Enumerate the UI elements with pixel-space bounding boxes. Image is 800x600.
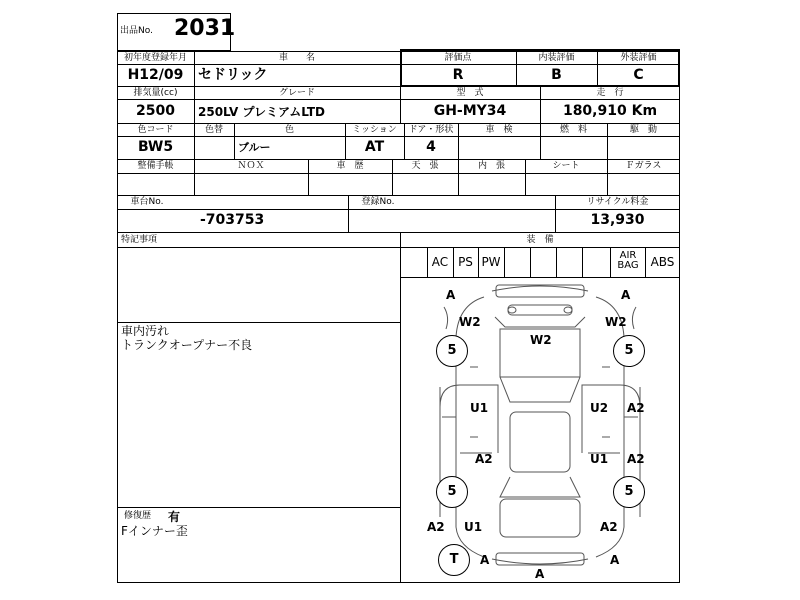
doors-value: 4 — [426, 139, 436, 155]
inspection-label: 車 検 — [485, 125, 513, 135]
row-line — [117, 232, 680, 233]
score-label: 評価点 — [444, 53, 472, 63]
damage-mark: U2 — [590, 401, 609, 415]
damage-mark: A — [480, 553, 490, 567]
equipment-pw: PW — [481, 255, 501, 269]
exhibit-number: 2031 — [174, 16, 236, 41]
registration-label: 登録No. — [361, 197, 395, 207]
damage-mark: W2 — [459, 315, 481, 329]
damage-mark: A2 — [600, 520, 618, 534]
col-line — [504, 247, 505, 277]
score-value: R — [452, 67, 464, 83]
color-code-value: BW5 — [138, 139, 174, 155]
car-name-label: 車 名 — [278, 53, 315, 63]
year-value: H12/09 — [127, 67, 184, 83]
col-line — [530, 247, 531, 277]
row-line — [117, 247, 680, 248]
seat-label: シート — [552, 161, 580, 171]
transmission-label: ミッション — [352, 125, 397, 135]
row-line — [117, 123, 680, 124]
row-line — [117, 99, 680, 100]
chassis-value: -703753 — [200, 212, 265, 228]
damage-mark: A2 — [475, 452, 493, 466]
mileage-label: 走 行 — [596, 88, 624, 98]
equipment-label: 装 備 — [526, 235, 554, 245]
damage-mark: U1 — [464, 520, 483, 534]
history-label: 車 歴 — [336, 161, 364, 171]
repair-history-label: 修復歴 — [124, 511, 152, 521]
fuel-label: 燃 料 — [559, 125, 587, 135]
equipment-airbag: AIR BAG — [617, 250, 639, 271]
grade-value: 250LV プレミアムLTD — [198, 105, 325, 119]
repair-note-line: Fインナー歪 — [121, 524, 188, 538]
row-line — [117, 136, 680, 137]
special-note-line: トランクオープナー不良 — [121, 338, 253, 352]
exhibit-label: 出品No. — [120, 26, 153, 36]
displacement-value: 2500 — [136, 103, 175, 119]
damage-mark: A2 — [627, 452, 645, 466]
exterior-value: C — [633, 67, 644, 83]
tire-wheel-rear-left: 5 — [436, 476, 468, 508]
damage-mark: A2 — [627, 401, 645, 415]
damage-mark: W2 — [530, 333, 552, 347]
model-value: GH-MY34 — [433, 103, 507, 119]
mileage-value: 180,910 Km — [562, 103, 658, 119]
tire-wheel-rear-right: 5 — [613, 476, 645, 508]
nox-label: ＮＯＸ — [237, 161, 265, 171]
maintenance-log-label: 整備手帳 — [137, 161, 174, 171]
equipment-abs: ABS — [650, 255, 675, 269]
interior-label: 内装評価 — [538, 53, 575, 63]
equipment-ac: AC — [431, 255, 449, 269]
repair-history-value: 有 — [168, 510, 181, 524]
damage-mark: U1 — [590, 452, 609, 466]
grade-label: グレード — [278, 88, 315, 98]
roof-label: 天 張 — [411, 161, 439, 171]
damage-mark: A — [621, 288, 631, 302]
col-line — [582, 247, 583, 277]
row-line — [117, 159, 680, 160]
glass-label: Ｆガラス — [625, 161, 662, 171]
row-line — [117, 195, 680, 196]
model-label: 型 式 — [456, 88, 484, 98]
tire-wheel-front-left: 5 — [436, 335, 468, 367]
equipment-ps: PS — [458, 255, 473, 269]
damage-mark: U1 — [470, 401, 489, 415]
row-line — [117, 173, 680, 174]
special-note-line: 車内汚れ — [121, 324, 170, 338]
transmission-value: AT — [364, 139, 385, 155]
doors-label: ドア・形状 — [408, 125, 454, 135]
damage-mark: A2 — [427, 520, 445, 534]
color-value: ブルー — [238, 141, 271, 154]
col-line — [610, 247, 611, 277]
interior-trim-label: 内 張 — [477, 161, 505, 171]
chassis-label: 車台No. — [130, 197, 164, 207]
car-diagram — [400, 277, 680, 583]
row-line — [117, 322, 400, 323]
color-label: 色 — [284, 125, 294, 135]
tire-wheel-front-right: 5 — [613, 335, 645, 367]
recycle-value: 13,930 — [590, 212, 645, 228]
year-label: 初年度登録年月 — [123, 53, 187, 63]
displacement-label: 排気量(cc) — [133, 88, 178, 98]
damage-mark: A — [446, 288, 456, 302]
tire-wheel-spare: T — [438, 544, 470, 576]
car-name-value: セドリック — [198, 67, 268, 83]
damage-mark: W2 — [605, 315, 627, 329]
col-line — [556, 247, 557, 277]
exterior-label: 外装評価 — [620, 53, 657, 63]
damage-mark: A — [610, 553, 620, 567]
interior-value: B — [551, 67, 562, 83]
special-notes-label: 特記事項 — [121, 235, 158, 245]
recycle-label: リサイクル料金 — [586, 197, 649, 207]
row-line — [117, 209, 680, 210]
drive-label: 駆 動 — [629, 125, 657, 135]
row-line — [117, 507, 400, 508]
color-code-label: 色コード — [137, 125, 174, 135]
damage-mark: A — [535, 567, 545, 581]
color-change-label: 色替 — [204, 125, 223, 135]
